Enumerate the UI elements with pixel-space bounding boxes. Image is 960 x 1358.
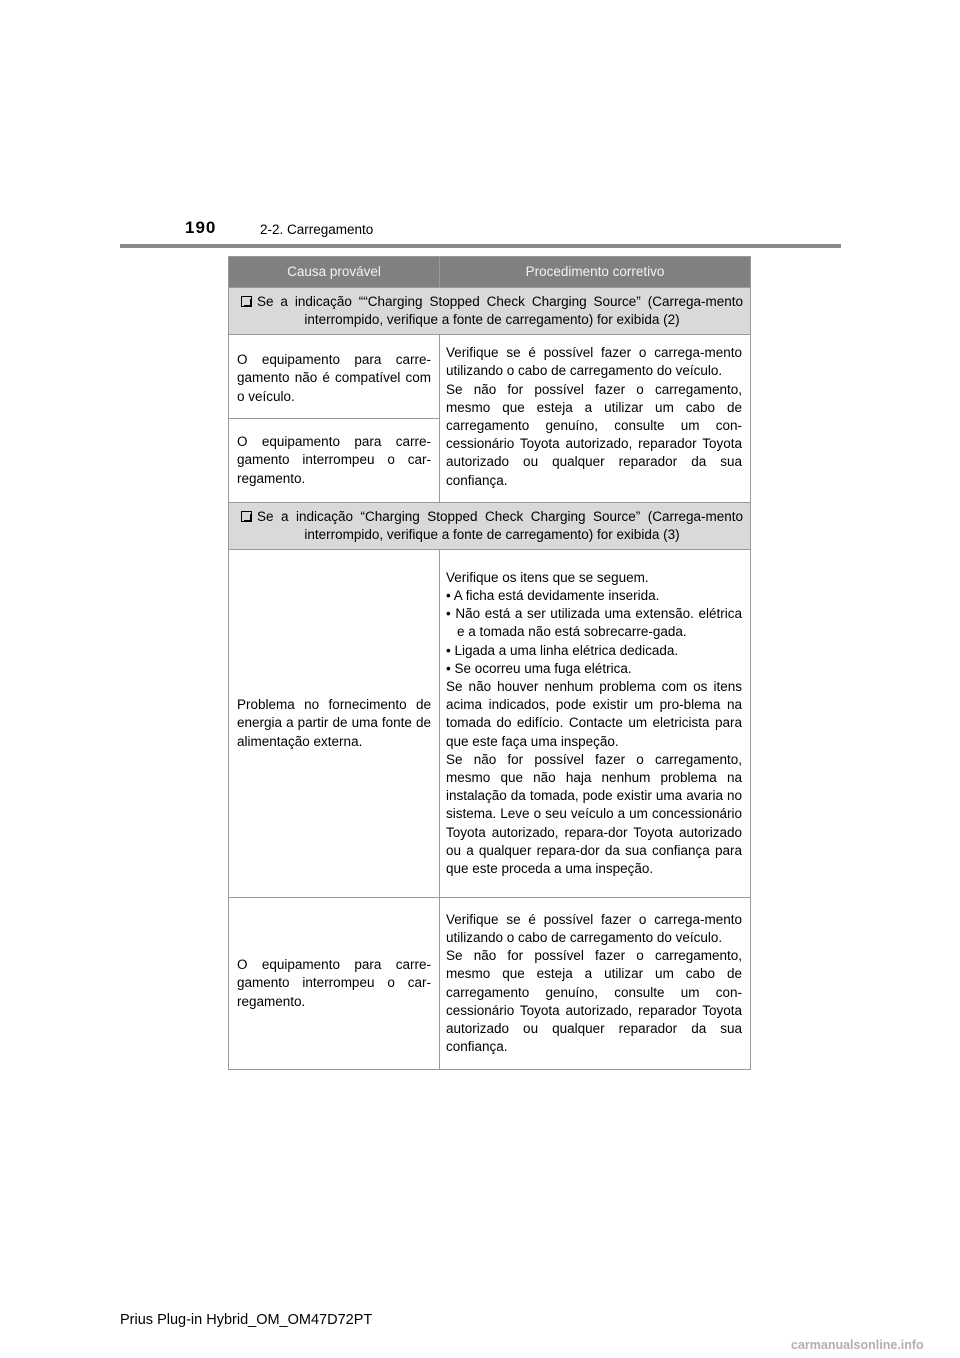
table-row [229, 550, 751, 898]
procedure-text: Verifique se é possível fazer o carrega-mento utilizando o cabo de carregamento do veículo. [446, 911, 742, 945]
procedure-cell [440, 335, 751, 503]
cause-cell: O equipamento para carre-gamento não é compatível com o veículo. [229, 335, 440, 419]
bullet-item: • Se ocorreu uma fuga elétrica. [446, 660, 632, 676]
group-heading-text: Se a indicação ““Charging Stopped Check Charging Source” (Carrega-mento interrompido, verifique a fonte de carregamento) for exibida (2) [257, 294, 743, 327]
header-rule [120, 244, 841, 248]
procedure-text: Verifique os itens que se seguem. [446, 569, 649, 585]
cause-cell: Problema no fornecimento de energia a partir de uma fonte de alimentação externa. [229, 550, 440, 898]
group-heading [229, 288, 751, 335]
procedure-text: Se não for possível fazer o carregamento, mesmo que esteja a utilizar um cabo de carregamento genuíno, consulte um con-cessionário Toyota autorizado, reparador Toyota autorizado ou qualquer reparador da sua confiança. [446, 381, 742, 488]
troubleshooting-table [228, 256, 751, 1070]
watermark: carmanualsonline.info [791, 1338, 924, 1352]
procedure-text: Se não houver nenhum problema com os itens acima indicados, pode existir um pro-blema na tomada do edifício. Contacte um eletricista para que este faça uma inspeção. [446, 678, 742, 749]
procedure-cell [440, 898, 751, 1070]
column-header-cause: Causa provável [229, 257, 440, 288]
footer-model-code: Prius Plug-in Hybrid_OM_OM47D72PT [120, 1312, 373, 1328]
cause-cell: O equipamento para carre-gamento interrompeu o car-regamento. [229, 419, 440, 503]
group-heading-row [229, 503, 751, 550]
section-title: 2-2. Carregamento [260, 222, 374, 237]
procedure-cell [440, 550, 751, 898]
group-heading-row [229, 288, 751, 335]
group-heading-text: Se a indicação “Charging Stopped Check Charging Source” (Carrega-mento interrompido, verifique a fonte de carregamento) for exibida (3) [257, 509, 743, 542]
table-row [229, 898, 751, 1070]
bullet-item: • Ligada a uma linha elétrica dedicada. [446, 642, 679, 658]
checkbox-icon [241, 511, 252, 522]
bullet-item: • A ficha está devidamente inserida. [446, 587, 660, 603]
bullet-item: • Não está a ser utilizada uma extensão. elétrica e a tomada não está sobrecarre-gada. [446, 606, 742, 640]
table-row [229, 335, 751, 419]
procedure-text: Se não for possível fazer o carregamento, mesmo que esteja a utilizar um cabo de carregamento genuíno, consulte um con-cessionário Toyota autorizado, reparador Toyota autorizado ou qualquer reparador da sua confiança. [446, 948, 742, 1055]
cause-cell: O equipamento para carre-gamento interrompeu o car-regamento. [229, 898, 440, 1070]
table-header-row [229, 257, 751, 288]
checkbox-icon [241, 296, 252, 307]
group-heading [229, 503, 751, 550]
procedure-text: Se não for possível fazer o carregamento, mesmo que não haja nenhum problema na instalação da tomada, pode existir uma avaria no sistema. Leve o seu veículo a um concessionário Toyota autorizado, repara-dor Toyota autorizado ou a qualquer repara-dor da sua confiança para que este proceda a uma inspeção. [446, 751, 742, 877]
procedure-text: Verifique se é possível fazer o carrega-mento utilizando o cabo de carregamento do veículo. [446, 345, 742, 379]
page-number: 190 [185, 218, 217, 237]
column-header-procedure: Procedimento corretivo [440, 257, 751, 288]
